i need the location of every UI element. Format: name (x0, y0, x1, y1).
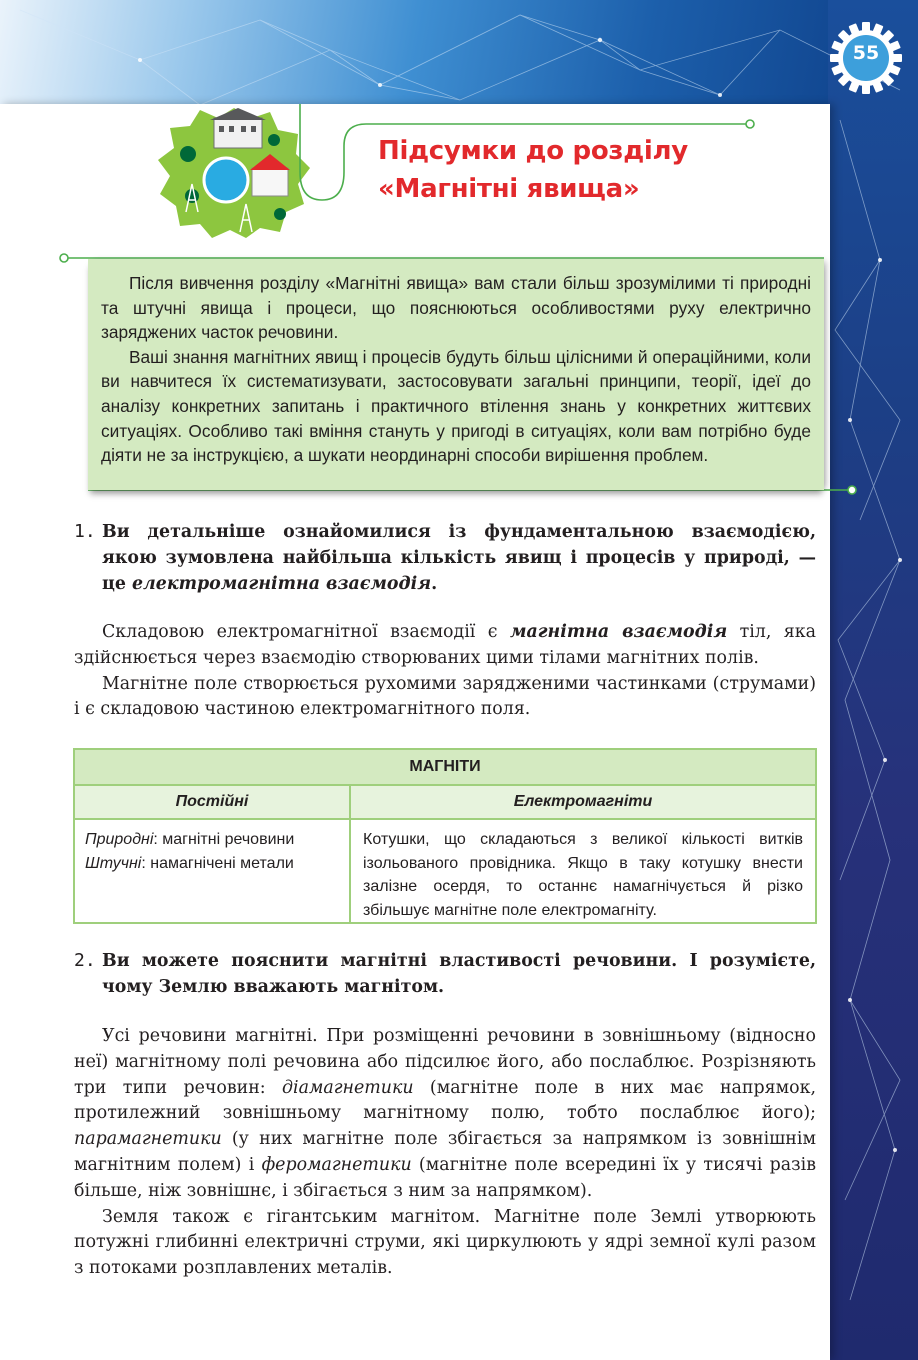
intro-paragraph-2: Ваші знання магнітних явищ і процесів будуть більш цілісними й операційними, коли ви навчитеся їх систематизувати, застосовувати загальні принципи, теорії, ідеї до аналізу конкретних запитань і практичного втілення знань у конкретних життєвих ситуаціях. Особливо такі вміння стануть у пригоді в ситуаціях, коли вам потрібно буде діяти не за інструкцією, а шукати неординарні способи вирішення проблем. (101, 346, 811, 466)
label-artificial: Штучні (85, 855, 142, 872)
text-run: (магнітне поле в них має напрямок, протилежний зовнішньому магнітному полю, тобто послаблює його); (74, 1077, 816, 1124)
section-1-body (74, 620, 816, 723)
table-header: МАГНІТИ (74, 749, 816, 785)
term-diamagnetics: діамагнетики (282, 1077, 414, 1098)
section-2-number: 2. (74, 950, 96, 971)
section-1-heading (74, 519, 816, 597)
text-artificial: : намагнічені метали (141, 855, 294, 872)
intro-paragraph-1: Після вивчення розділу «Магнітні явища» вам стали більш зрозумілими ті природні та штучні явища і процеси, що пояснюються особливостями руху електрично заряджених часток речовини. (101, 273, 811, 343)
term-ferromagnetics: феромагнетики (261, 1154, 412, 1175)
section-1-number: 1. (74, 521, 96, 542)
text-run: Складовою електромагнітної взаємодії є (102, 622, 510, 642)
section-1-paragraph-2: Магнітне поле створюється рухомими зарядженими частинками (струмами) і є складовою частиною електромагнітного поля. (74, 673, 816, 720)
text-run: (у них магнітне поле збігається за напрямком із зовнішнім магнітним полем) і (74, 1129, 816, 1175)
chapter-summary-title (378, 132, 798, 208)
section-2-paragraph-1 (74, 1024, 816, 1205)
magnets-table (73, 748, 817, 924)
section-1-heading-text: Ви детальніше ознайомилися із фундаментальною взаємодією, якою зумовлена найбільша кількість явищ і процесів у природі, — це (102, 522, 816, 594)
term-paramagnetics: парамагнетики (74, 1129, 222, 1150)
section-2-heading (74, 948, 816, 1000)
title-line-2: «Магнітні явища» (378, 174, 640, 204)
term-magnetic-interaction: магнітна взаємодія (509, 622, 728, 642)
table-cell-electromagnets: Котушки, що складаються з великої кількості витків ізольованого провідника. Якщо в таку котушку внести залізне осердя, то останнє намагнічується й різко збільшує магнітне поле електромагніту. (350, 819, 816, 923)
section-1-paragraph-1 (74, 620, 816, 672)
text-run: Усі речовини магнітні. При розміщенні речовини в зовнішньому (відносно неї) магнітному полі речовина або підсилює його, або послаблює. Розрізняють три типи речовин: (74, 1026, 816, 1098)
intro-box (88, 259, 824, 490)
section-2-paragraph-2: Земля також є гігантським магнітом. Магнітне поле Землі утворюють потужні глибинні електричні струми, які циркулюють у ядрі земної кулі разом з потоками розплавлених металів. (74, 1206, 816, 1279)
title-line-1: Підсумки до розділу (378, 136, 688, 166)
label-natural: Природні (85, 831, 154, 848)
text-natural: : магнітні речовини (153, 831, 295, 848)
table-column-header-permanent: Постійні (74, 785, 350, 819)
section-1-heading-term: електромагнітна взаємодія (131, 574, 432, 594)
text-run: (магнітне поле всередині їх у тисячі разів більше, ніж зовнішнє, і збігається з ним за напрямком). (74, 1154, 816, 1201)
table-cell-permanent (74, 819, 350, 923)
table-column-header-electromagnets: Електромагніти (350, 785, 816, 819)
section-2-heading-text: Ви можете пояснити магнітні властивості речовини. І розумієте, чому Землю вважають магнітом. (102, 951, 816, 997)
text-run: тіл, яка здійснюється через взаємодію створюваних цими тілами магнітних полів. (74, 622, 816, 668)
section-1-heading-end: . (431, 574, 438, 594)
section-2-body (74, 1024, 816, 1282)
page-number: 55 (852, 42, 880, 64)
